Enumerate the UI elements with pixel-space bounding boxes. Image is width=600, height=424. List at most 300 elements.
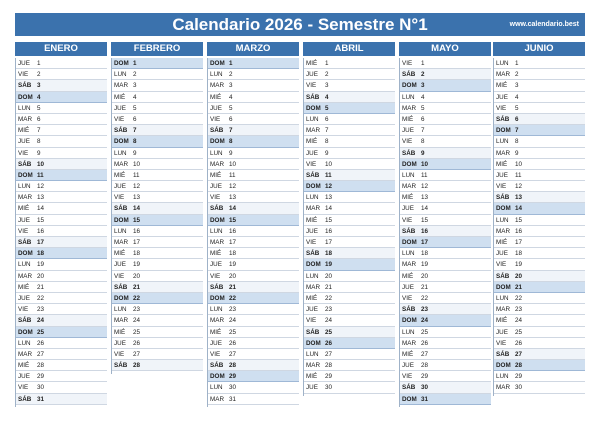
day-row [111, 315, 203, 326]
weekday-label: JUE [210, 261, 222, 269]
day-row [207, 114, 299, 125]
weekday-label: VIE [114, 272, 125, 280]
day-row [303, 92, 395, 103]
day-row [111, 170, 203, 181]
day-row [207, 148, 299, 159]
day-number: 17 [515, 239, 523, 246]
weekday-label: DOM [496, 205, 511, 213]
weekday-label: JUE [210, 104, 222, 112]
weekday-label: MIÉ [402, 194, 414, 202]
weekday-label: SÁB [210, 205, 224, 213]
day-number: 26 [515, 339, 523, 347]
day-number: 17 [133, 239, 141, 246]
weekday-label: LUN [306, 194, 319, 202]
weekday-label: VIE [306, 160, 317, 168]
weekday-label: MIÉ [496, 239, 508, 246]
day-row [399, 103, 491, 114]
weekday-label: DOM [496, 127, 511, 135]
day-row [15, 181, 107, 192]
day-row [111, 159, 203, 170]
day-number: 20 [515, 272, 523, 280]
weekday-label: JUE [496, 171, 508, 179]
day-number: 20 [133, 272, 141, 280]
day-number: 21 [515, 283, 523, 291]
day-number: 8 [37, 138, 41, 146]
weekday-label: DOM [306, 261, 321, 269]
day-row [111, 192, 203, 203]
day-row [493, 248, 585, 259]
day-number: 21 [421, 283, 429, 291]
day-number: 4 [133, 93, 137, 101]
day-row [399, 382, 491, 393]
day-row [399, 192, 491, 203]
month-header: JUNIO [493, 42, 585, 56]
day-number: 14 [515, 205, 523, 213]
day-number: 20 [229, 272, 237, 280]
day-row [493, 304, 585, 315]
day-row [15, 159, 107, 170]
weekday-label: MAR [210, 395, 224, 403]
column-divider [207, 58, 208, 407]
day-row [493, 226, 585, 237]
weekday-label: VIE [402, 60, 413, 67]
day-row [207, 192, 299, 203]
weekday-label: LUN [496, 138, 509, 146]
day-number: 9 [37, 149, 41, 157]
day-row [303, 382, 395, 393]
weekday-label: VIE [210, 194, 221, 202]
day-number: 9 [133, 149, 137, 157]
day-row [15, 394, 107, 405]
day-number: 26 [325, 339, 333, 347]
day-number: 6 [325, 115, 329, 123]
day-row [111, 282, 203, 293]
day-number: 23 [515, 306, 523, 314]
month-days [493, 58, 585, 394]
day-number: 7 [325, 127, 329, 135]
weekday-label: MAR [306, 283, 320, 291]
day-row [399, 248, 491, 259]
weekday-label: JUE [114, 104, 126, 112]
weekday-label: SÁB [18, 82, 32, 90]
weekday-label: MIÉ [18, 127, 30, 135]
day-number: 20 [421, 272, 429, 280]
day-row [399, 69, 491, 80]
day-row [111, 215, 203, 226]
column-divider [399, 58, 400, 407]
weekday-label: LUN [306, 350, 319, 358]
day-number: 6 [37, 115, 41, 123]
day-number: 28 [37, 362, 45, 370]
column-divider [15, 58, 16, 407]
day-row [15, 136, 107, 147]
weekday-label: DOM [210, 294, 225, 302]
day-row [207, 248, 299, 259]
day-number: 15 [421, 216, 429, 224]
day-number: 3 [325, 82, 329, 90]
weekday-label: JUE [18, 294, 30, 302]
weekday-label: DOM [306, 339, 321, 347]
day-row [111, 259, 203, 270]
day-row [207, 215, 299, 226]
day-number: 24 [37, 317, 45, 325]
weekday-label: VIE [496, 104, 507, 112]
day-row [111, 237, 203, 248]
weekday-label: JUE [210, 183, 222, 191]
day-row [399, 215, 491, 226]
weekday-label: VIE [18, 306, 29, 314]
day-row [399, 181, 491, 192]
day-number: 14 [133, 205, 141, 213]
day-number: 15 [37, 216, 45, 224]
day-number: 19 [421, 261, 429, 269]
day-row [303, 338, 395, 349]
weekday-label: LUN [402, 328, 415, 336]
day-number: 27 [421, 350, 429, 358]
day-row [493, 338, 585, 349]
weekday-label: LUN [18, 104, 31, 112]
day-row [15, 103, 107, 114]
weekday-label: DOM [210, 216, 225, 224]
day-row [111, 103, 203, 114]
day-row [493, 360, 585, 371]
weekday-label: LUN [402, 250, 415, 258]
day-number: 20 [325, 272, 333, 280]
weekday-label: MAR [306, 362, 320, 370]
weekday-label: MAR [402, 339, 416, 347]
day-number: 16 [229, 227, 237, 235]
day-number: 7 [37, 127, 41, 135]
day-row [15, 315, 107, 326]
day-row [15, 226, 107, 237]
weekday-label: MIÉ [114, 171, 126, 179]
day-number: 5 [229, 104, 233, 112]
weekday-label: VIE [18, 71, 29, 79]
weekday-label: MAR [402, 183, 416, 191]
day-row [399, 136, 491, 147]
weekday-label: DOM [18, 93, 33, 101]
day-number: 25 [37, 328, 45, 336]
weekday-label: SÁB [496, 350, 510, 358]
day-row [207, 58, 299, 69]
day-number: 18 [133, 250, 141, 258]
weekday-label: VIE [114, 194, 125, 202]
day-row [399, 282, 491, 293]
weekday-label: SÁB [402, 149, 416, 157]
day-number: 16 [515, 227, 523, 235]
weekday-label: MAR [210, 317, 224, 325]
day-number: 17 [37, 239, 45, 246]
day-row [111, 58, 203, 69]
day-number: 7 [421, 127, 425, 135]
day-row [15, 215, 107, 226]
weekday-label: LUN [114, 227, 127, 235]
column-divider [111, 58, 112, 374]
day-row [111, 338, 203, 349]
day-row [207, 170, 299, 181]
day-number: 2 [515, 71, 519, 79]
day-number: 2 [421, 71, 425, 79]
day-row [399, 293, 491, 304]
weekday-label: DOM [306, 104, 321, 112]
weekday-label: VIE [496, 183, 507, 191]
day-number: 25 [421, 328, 429, 336]
day-number: 11 [133, 171, 140, 179]
day-row [493, 159, 585, 170]
day-number: 18 [229, 250, 237, 258]
day-number: 12 [515, 183, 523, 191]
day-number: 29 [229, 373, 237, 381]
day-number: 13 [37, 194, 45, 202]
weekday-label: MAR [18, 350, 32, 358]
day-number: 15 [133, 216, 141, 224]
day-row [207, 103, 299, 114]
weekday-label: LUN [496, 216, 509, 224]
weekday-label: MIÉ [496, 317, 508, 325]
weekday-label: SÁB [114, 283, 128, 291]
day-row [111, 327, 203, 338]
day-row [207, 181, 299, 192]
day-row [111, 92, 203, 103]
weekday-label: JUE [210, 339, 222, 347]
weekday-label: SÁB [114, 205, 128, 213]
day-row [15, 114, 107, 125]
weekday-label: VIE [210, 350, 221, 358]
site-url: www.calendario.best [509, 21, 579, 28]
month-header: MARZO [207, 42, 299, 56]
day-row [207, 271, 299, 282]
day-row [111, 125, 203, 136]
day-row [493, 136, 585, 147]
day-number: 24 [133, 317, 141, 325]
day-number: 9 [515, 149, 519, 157]
weekday-label: MIÉ [306, 216, 318, 224]
weekday-label: LUN [496, 60, 509, 67]
day-row [111, 271, 203, 282]
weekday-label: MIÉ [210, 93, 222, 101]
day-row [15, 237, 107, 248]
day-number: 23 [325, 306, 333, 314]
weekday-label: VIE [18, 384, 29, 392]
day-row [111, 69, 203, 80]
day-number: 23 [133, 306, 141, 314]
day-row [207, 136, 299, 147]
day-row [207, 69, 299, 80]
day-row [207, 282, 299, 293]
weekday-label: MAR [306, 205, 320, 213]
month-header: ABRIL [303, 42, 395, 56]
day-number: 13 [421, 194, 429, 202]
day-number: 10 [37, 160, 45, 168]
weekday-label: MIÉ [114, 250, 126, 258]
day-number: 8 [133, 138, 137, 146]
day-number: 9 [421, 149, 425, 157]
weekday-label: MIÉ [114, 328, 126, 336]
weekday-label: MAR [496, 227, 510, 235]
day-number: 24 [515, 317, 523, 325]
day-number: 26 [421, 339, 429, 347]
column-divider [303, 58, 304, 396]
month-days [207, 58, 299, 405]
day-number: 28 [515, 362, 523, 370]
day-row [303, 58, 395, 69]
day-row [15, 304, 107, 315]
day-number: 11 [325, 171, 332, 179]
day-number: 29 [515, 373, 523, 381]
day-number: 30 [229, 384, 237, 392]
day-row [15, 271, 107, 282]
day-number: 17 [325, 239, 333, 246]
weekday-label: MIÉ [210, 171, 222, 179]
day-number: 22 [229, 294, 237, 302]
weekday-label: SÁB [306, 93, 320, 101]
weekday-label: MIÉ [306, 60, 318, 67]
weekday-label: JUE [18, 373, 30, 381]
day-row [303, 304, 395, 315]
weekday-label: LUN [210, 384, 223, 392]
day-row [111, 80, 203, 91]
day-number: 1 [229, 60, 233, 67]
day-row [207, 159, 299, 170]
day-number: 31 [229, 395, 237, 403]
weekday-label: JUE [402, 283, 414, 291]
day-row [399, 203, 491, 214]
day-row [493, 327, 585, 338]
weekday-label: DOM [402, 82, 417, 90]
day-number: 8 [229, 138, 233, 146]
day-number: 13 [515, 194, 523, 202]
weekday-label: VIE [306, 317, 317, 325]
day-number: 20 [37, 272, 45, 280]
weekday-label: SÁB [18, 239, 32, 246]
weekday-label: MIÉ [306, 294, 318, 302]
day-number: 14 [37, 205, 45, 213]
weekday-label: LUN [18, 183, 31, 191]
day-row [15, 80, 107, 91]
day-number: 11 [515, 171, 522, 179]
day-row [303, 69, 395, 80]
day-row [207, 293, 299, 304]
month-days [111, 58, 203, 371]
weekday-label: LUN [114, 149, 127, 157]
day-row [493, 271, 585, 282]
day-number: 31 [421, 395, 429, 403]
weekday-label: VIE [402, 216, 413, 224]
day-row [15, 282, 107, 293]
day-number: 7 [229, 127, 233, 135]
weekday-label: JUE [402, 362, 414, 370]
day-number: 10 [515, 160, 523, 168]
weekday-label: SÁB [496, 272, 510, 280]
weekday-label: JUE [496, 93, 508, 101]
day-number: 6 [229, 115, 233, 123]
day-number: 18 [325, 250, 333, 258]
weekday-label: LUN [496, 373, 509, 381]
weekday-label: SÁB [210, 283, 224, 291]
day-row [15, 371, 107, 382]
day-row [303, 103, 395, 114]
day-number: 21 [229, 283, 237, 291]
day-number: 18 [515, 250, 523, 258]
weekday-label: DOM [402, 160, 417, 168]
day-row [303, 327, 395, 338]
weekday-label: MAR [114, 239, 128, 246]
day-row [303, 148, 395, 159]
day-row [399, 338, 491, 349]
calendar-title: Calendario 2026 - Semestre N°1 [172, 15, 428, 34]
day-number: 28 [325, 362, 333, 370]
column-divider [493, 58, 494, 396]
weekday-label: LUN [18, 339, 31, 347]
day-row [207, 92, 299, 103]
day-number: 8 [515, 138, 519, 146]
day-number: 17 [229, 239, 237, 246]
day-number: 1 [515, 60, 519, 67]
day-row [207, 259, 299, 270]
month-days [303, 58, 395, 394]
day-row [207, 203, 299, 214]
weekday-label: JUE [306, 149, 318, 157]
day-number: 27 [325, 350, 333, 358]
day-row [15, 69, 107, 80]
day-number: 27 [133, 350, 141, 358]
weekday-label: JUE [306, 384, 318, 392]
day-row [399, 371, 491, 382]
day-row [111, 360, 203, 371]
day-row [303, 80, 395, 91]
weekday-label: SÁB [210, 127, 224, 135]
day-row [303, 282, 395, 293]
day-number: 22 [133, 294, 141, 302]
day-number: 22 [421, 294, 429, 302]
day-number: 22 [325, 294, 333, 302]
day-row [493, 237, 585, 248]
day-number: 10 [133, 160, 141, 168]
weekday-label: JUE [114, 339, 126, 347]
weekday-label: JUE [306, 71, 318, 79]
day-number: 2 [133, 71, 137, 79]
day-row [15, 349, 107, 360]
day-number: 5 [515, 104, 519, 112]
day-number: 10 [229, 160, 237, 168]
weekday-label: DOM [114, 294, 129, 302]
day-row [207, 349, 299, 360]
weekday-label: DOM [18, 250, 33, 258]
day-row [15, 248, 107, 259]
day-row [399, 237, 491, 248]
weekday-label: MIÉ [496, 160, 508, 168]
month-days [399, 58, 491, 405]
day-number: 6 [133, 115, 137, 123]
weekday-label: SÁB [402, 306, 416, 314]
day-number: 12 [133, 183, 141, 191]
day-number: 13 [229, 194, 237, 202]
day-row [303, 271, 395, 282]
weekday-label: MIÉ [18, 283, 30, 291]
month-column [493, 42, 585, 394]
weekday-label: JUE [114, 183, 126, 191]
day-row [303, 371, 395, 382]
day-row [207, 382, 299, 393]
day-row [399, 327, 491, 338]
day-row [303, 125, 395, 136]
day-number: 3 [37, 82, 41, 90]
day-row [303, 248, 395, 259]
day-number: 11 [229, 171, 236, 179]
day-row [15, 327, 107, 338]
day-row [399, 92, 491, 103]
day-number: 21 [325, 283, 333, 291]
